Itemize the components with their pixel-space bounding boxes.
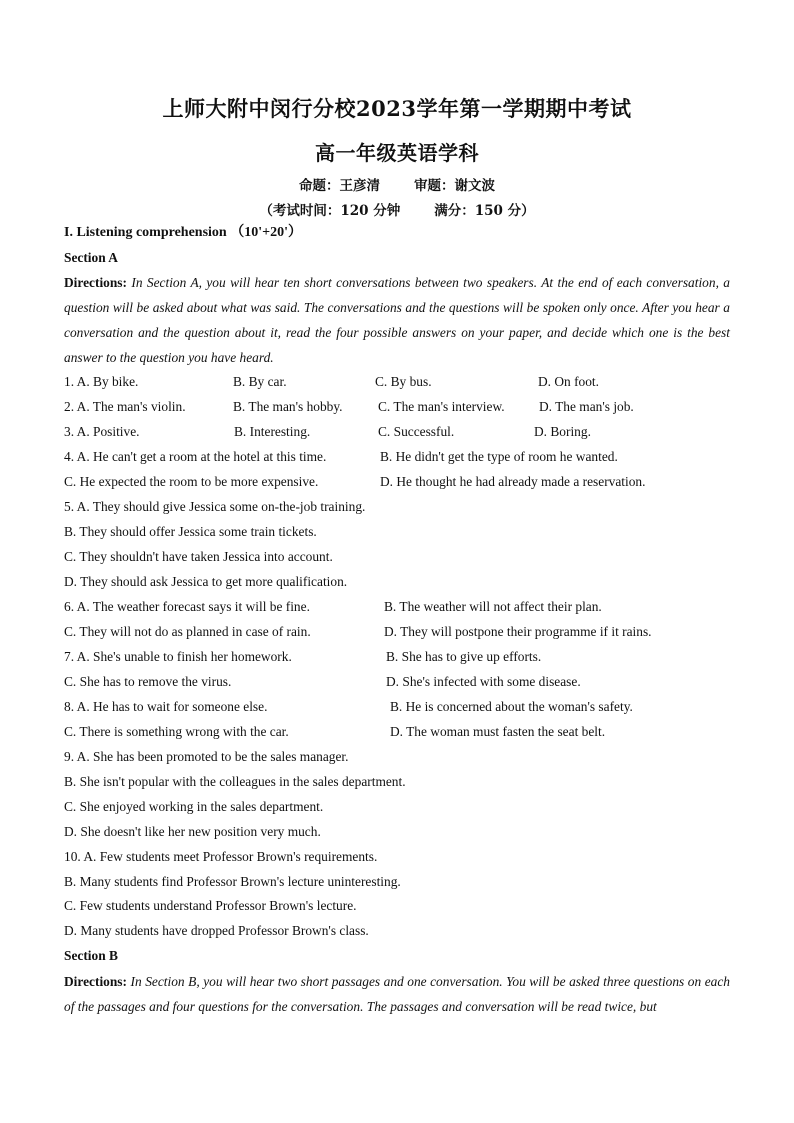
q3-option-a: 3. A. Positive. <box>64 424 140 439</box>
q4-option-d: D. He thought he had already made a reservation. <box>380 474 646 489</box>
exam-subtitle: 高一年级英语学科 <box>315 141 479 165</box>
q7-option-b: B. She has to give up efforts. <box>386 649 542 664</box>
section-b-directions <box>64 969 730 1019</box>
directions-text: In Section A, you will hear ten short conversations between two speakers. At the end of each conversation, a question will be asked about what was said. The conversations and the questions will be spoken only once. After you hear a conversation and the question about it, read the four possible answers on your paper, and decide which one is the best answer to the question you have heard. <box>64 275 730 365</box>
section-a-label: Section A <box>64 250 118 265</box>
q7-option-c: C. She has to remove the virus. <box>64 674 232 689</box>
q6-option-d: D. They will postpone their programme if it rains. <box>384 624 652 639</box>
exam-info <box>0 199 794 219</box>
q2-option-c: C. The man's interview. <box>378 399 505 414</box>
q2-option-d: D. The man's job. <box>539 399 634 414</box>
reviewer-label: 审题：谢文波 <box>414 178 495 194</box>
q9-option-a: 9. A. She has been promoted to be the sales manager. <box>64 749 349 764</box>
q7-option-d: D. She's infected with some disease. <box>386 674 581 689</box>
q2-option-a: 2. A. The man's violin. <box>64 399 186 414</box>
q5-option-a: 5. A. They should give Jessica some on-the-job training. <box>64 499 366 514</box>
q4-option-c: C. He expected the room to be more expensive. <box>64 474 319 489</box>
directions-text: In Section B, you will hear two short passages and one conversation. You will be asked three questions on each of the passages and four questions for the conversation. The passages and conversation will be read twice, but <box>64 974 730 1014</box>
q1-option-d: D. On foot. <box>538 374 599 389</box>
q3-option-d: D. Boring. <box>534 424 591 439</box>
q10-option-b: B. Many students find Professor Brown's lecture uninteresting. <box>64 874 401 889</box>
q10-option-c: C. Few students understand Professor Brown's lecture. <box>64 898 357 913</box>
section-b-label: Section B <box>64 948 118 963</box>
q8-option-a: 8. A. He has to wait for someone else. <box>64 699 268 714</box>
part1-heading: I. Listening comprehension （10'+20'） <box>64 225 302 240</box>
q7-option-a: 7. A. She's unable to finish her homework. <box>64 649 292 664</box>
q6-option-a: 6. A. The weather forecast says it will be fine. <box>64 599 310 614</box>
exam-title: 上师大附中闵行分校2023学年第一学期期中考试 <box>162 96 632 121</box>
q9-option-b: B. She isn't popular with the colleagues in the sales department. <box>64 774 406 789</box>
exam-authors <box>0 174 794 194</box>
q5-option-b: B. They should offer Jessica some train tickets. <box>64 524 317 539</box>
q10-option-a: 10. A. Few students meet Professor Brown's requirements. <box>64 849 378 864</box>
q1-option-b: B. By car. <box>233 374 287 389</box>
q10-option-d: D. Many students have dropped Professor Brown's class. <box>64 923 369 938</box>
directions-label: Directions: <box>64 275 127 290</box>
q6-option-c: C. They will not do as planned in case of rain. <box>64 624 311 639</box>
setter-label: 命题：王彦清 <box>299 178 380 194</box>
q8-option-d: D. The woman must fasten the seat belt. <box>390 724 606 739</box>
q8-option-b: B. He is concerned about the woman's safety. <box>390 699 633 714</box>
directions-label: Directions: <box>64 974 127 989</box>
q1-option-a: 1. A. By bike. <box>64 374 139 389</box>
q3-option-c: C. Successful. <box>378 424 455 439</box>
q4-option-b: B. He didn't get the type of room he wanted. <box>380 449 618 464</box>
exam-time: （考试时间：120 分钟 <box>259 203 401 219</box>
section-a-directions <box>64 270 730 370</box>
exam-score: 满分：150 分） <box>434 203 535 219</box>
q1-option-c: C. By bus. <box>375 374 432 389</box>
q3-option-b: B. Interesting. <box>234 424 311 439</box>
q9-option-c: C. She enjoyed working in the sales department. <box>64 799 324 814</box>
q2-option-b: B. The man's hobby. <box>233 399 343 414</box>
q5-option-d: D. They should ask Jessica to get more qualification. <box>64 574 348 589</box>
q5-option-c: C. They shouldn't have taken Jessica into account. <box>64 549 333 564</box>
q6-option-b: B. The weather will not affect their plan. <box>384 599 602 614</box>
q4-option-a: 4. A. He can't get a room at the hotel at this time. <box>64 449 327 464</box>
q8-option-c: C. There is something wrong with the car. <box>64 724 289 739</box>
q9-option-d: D. She doesn't like her new position very much. <box>64 824 321 839</box>
